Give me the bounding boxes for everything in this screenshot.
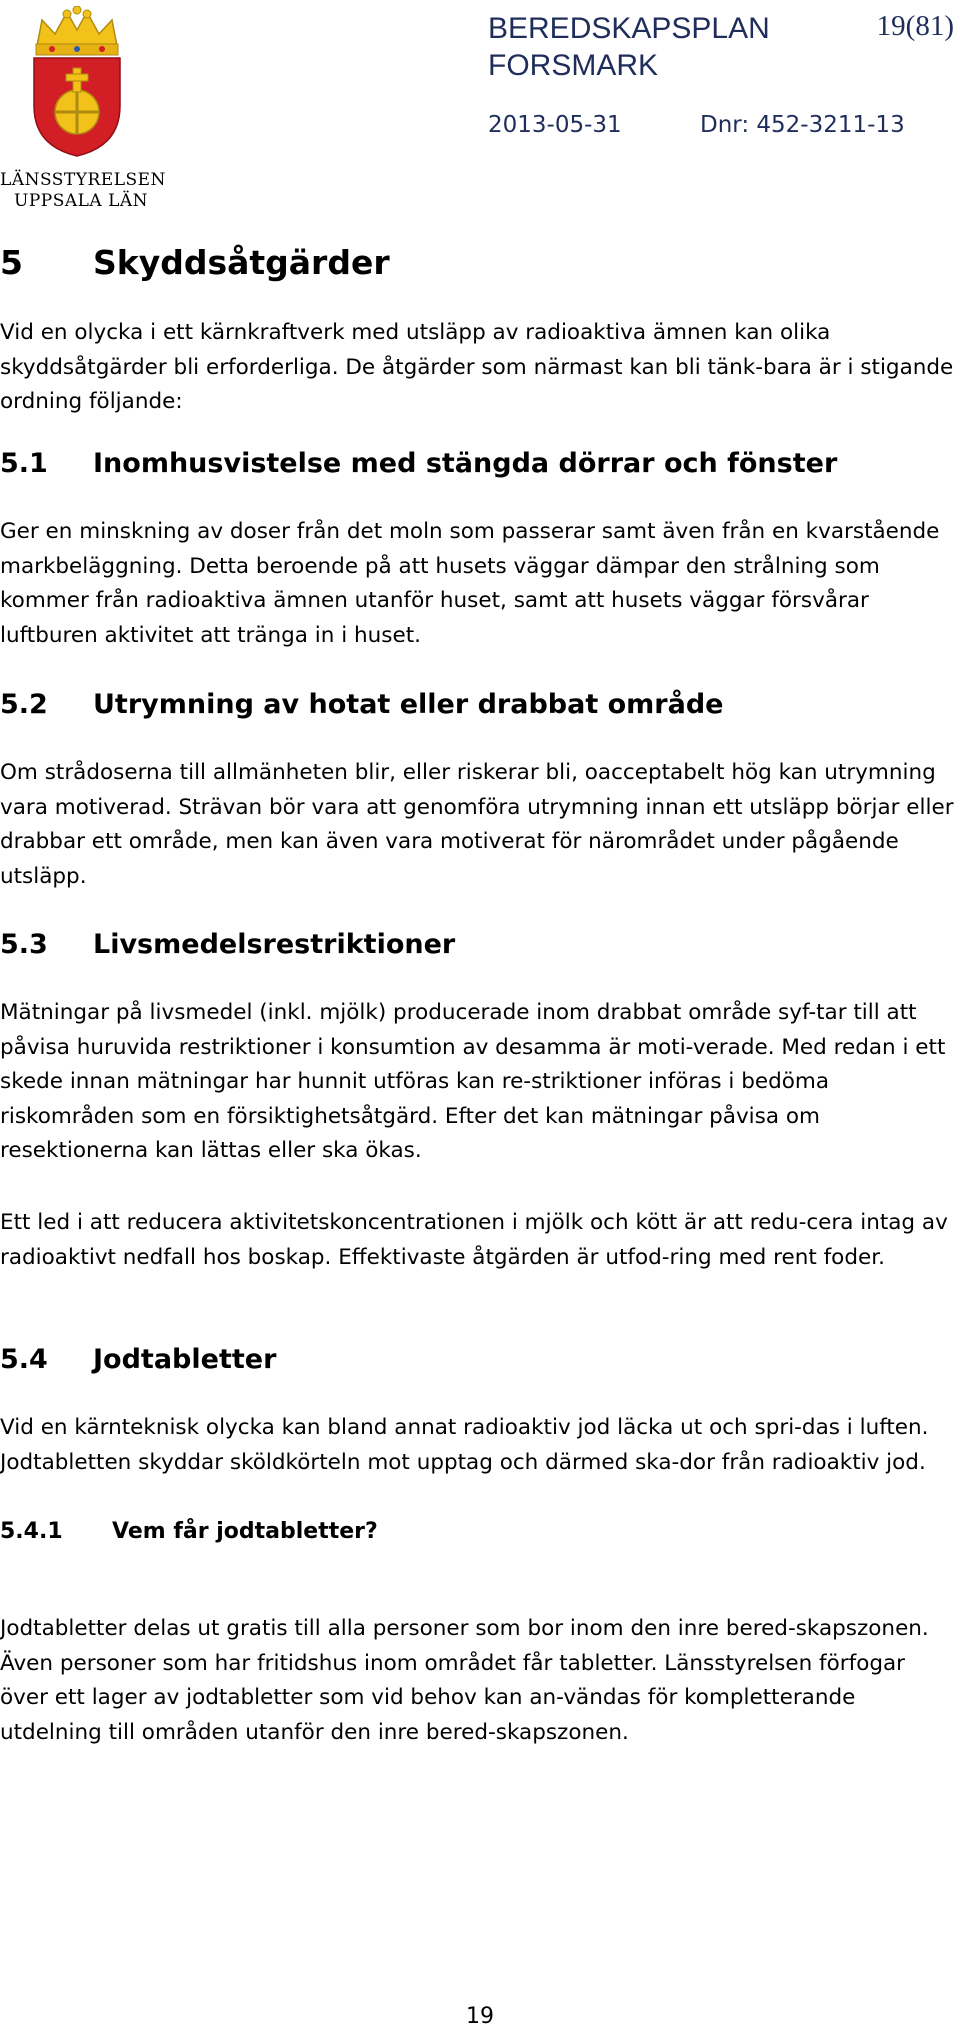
section-title: Inomhusvistelse med stängda dörrar och fönster xyxy=(93,448,838,479)
section-number: 5.2 xyxy=(0,689,48,720)
section-5-4-1-paragraph: Jodtabletter delas ut gratis till alla personer som bor inom den inre bered-skapszonen. Även personer som har fritidshus inom området får tabletter. Länsstyrelsen förfogar över ett lager av jodtabletter som vid behov kan an-vändas för kompletterande utdelning till områden utanför den inre bered-skapszonen. xyxy=(0,1616,929,1745)
section-number: 5.3 xyxy=(0,929,48,960)
organization-line-2: UPPSALA LÄN xyxy=(14,191,149,211)
section-5-paragraph: Vid en olycka i ett kärnkraftverk med utsläpp av radioaktiva ämnen kan olika skyddsåtgärder bli erforderliga. De åtgärder som närmast kan bli tänk-bara är i stigande ordning följande: xyxy=(0,320,954,414)
section-5-3-paragraph-2: Ett led i att reducera aktivitetskoncentrationen i mjölk och kött är att redu-cera intag av radioaktivt nedfall hos boskap. Effektivaste åtgärden är utfod-ring med rent foder. xyxy=(0,1210,948,1270)
organization-name xyxy=(0,170,166,212)
section-title: Utrymning av hotat eller drabbat område xyxy=(93,689,724,720)
section-title: Skyddsåtgärder xyxy=(93,243,390,282)
section-heading-5-1 xyxy=(0,448,837,479)
section-number: 5.4 xyxy=(0,1344,48,1375)
document-title xyxy=(488,10,770,84)
document-meta xyxy=(488,112,905,138)
section-5-3-paragraph-1: Mätningar på livsmedel (inkl. mjölk) producerade inom drabbat område syf-tar till att påvisa huruvida restriktioner i konsumtion av desamma är moti-verade. Med redan i ett skede innan mätningar har hunnit utföras kan re-striktioner införas i bedöma riskområden som en försiktighetsåtgärd. Efter det kan mätningar påvisa om resektionerna kan lättas eller ska ökas. xyxy=(0,1000,946,1163)
section-number: 5.1 xyxy=(0,448,48,479)
county-logo xyxy=(0,6,166,211)
coat-of-arms-icon xyxy=(22,6,132,161)
section-number: 5 xyxy=(0,243,23,282)
page-number-footer: 19 xyxy=(466,2004,494,2029)
section-title: Vem får jodtabletter? xyxy=(112,1519,378,1544)
section-heading-5-3 xyxy=(0,929,455,960)
section-heading-5-4 xyxy=(0,1344,276,1375)
section-title: Livsmedelsrestriktioner xyxy=(93,929,456,960)
section-5-4-paragraph: Vid en kärnteknisk olycka kan bland annat radioaktiv jod läcka ut och spri-das i luften. Jodtabletten skyddar sköldkörteln mot upptag och därmed ska-dor från radioaktiv jod. xyxy=(0,1415,929,1475)
document-date: 2013-05-31 xyxy=(488,112,622,138)
document-dnr: Dnr: 452-3211-13 xyxy=(700,112,905,138)
section-5-1-paragraph: Ger en minskning av doser från det moln som passerar samt även från en kvarstående markbeläggning. Detta beroende på att husets väggar dämpar den strålning som kommer från radioaktiva ämnen utanför huset, samt att husets väggar försvårar luftburen aktivitet att tränga in i huset. xyxy=(0,519,940,648)
section-5-2-paragraph: Om strådoserna till allmänheten blir, eller riskerar bli, oacceptabelt hög kan utrymning vara motiverad. Strävan bör vara att genomföra utrymning innan ett utsläpp börjar eller drabbar ett område, men kan även vara motiverat för närområdet under pågående utsläpp. xyxy=(0,760,954,889)
section-heading-5 xyxy=(0,243,390,282)
document-title-line-1: BEREDSKAPSPLAN xyxy=(488,12,770,45)
document-title-line-2: FORSMARK xyxy=(488,49,659,82)
section-heading-5-4-1 xyxy=(0,1519,378,1544)
organization-line-1: LÄNSSTYRELSEN xyxy=(0,170,166,190)
section-number: 5.4.1 xyxy=(0,1519,63,1544)
section-title: Jodtabletter xyxy=(93,1344,277,1375)
section-heading-5-2 xyxy=(0,689,723,720)
page-counter: 19(81) xyxy=(876,10,954,42)
